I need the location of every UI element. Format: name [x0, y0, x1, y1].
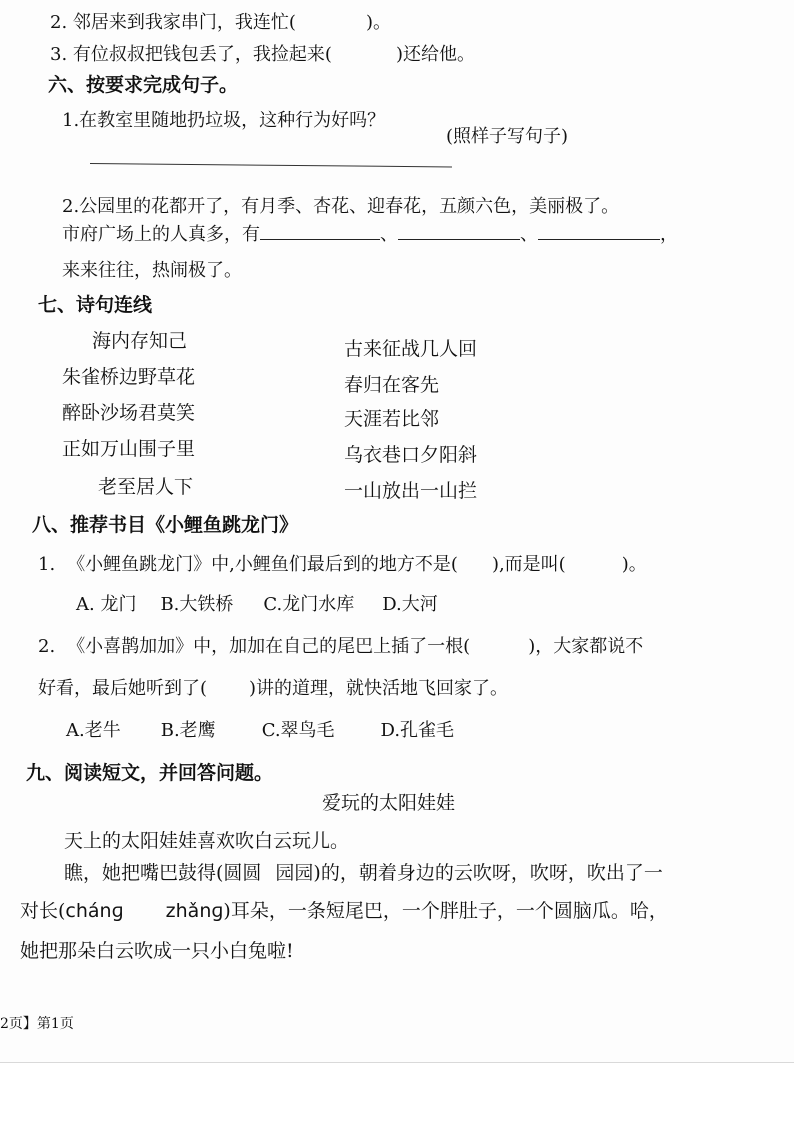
answer-line-6-1[interactable] — [90, 163, 452, 167]
option-a[interactable]: A.老牛 — [66, 720, 121, 741]
question-6-1: 1.在教室里随地扔垃圾，这种行为好吗？ — [62, 110, 386, 131]
question-8-2: 2. 《小喜鹊加加》中，加加在自己的尾巴上插了一根( )，大家都说不 — [38, 636, 644, 657]
passage-title: 爱玩的太阳娃娃 — [322, 792, 456, 814]
section-8-heading: 八、推荐书目《小鲤鱼跳龙门》 — [32, 514, 299, 536]
question-6-2-prompt: 市府广场上的人真多，有 、 、 ， — [62, 224, 678, 245]
poem-right-5[interactable]: 一山放出一山拦 — [344, 480, 478, 502]
page-footer: 2页】第1页 — [0, 1016, 74, 1032]
question-6-2-end: 来来往往，热闹极了。 — [62, 260, 242, 281]
pinyin-option-2[interactable]: zhǎnɡ — [165, 900, 224, 922]
blank-2[interactable] — [398, 235, 520, 240]
passage-p2: 瞧，她把嘴巴鼓得(圆圆 园园)的，朝着身边的云吹呀，吹呀，吹出了一 — [64, 862, 663, 884]
poem-left-3[interactable]: 醉卧沙场君莫笑 — [62, 402, 196, 424]
blank-3[interactable] — [538, 235, 660, 240]
poem-right-1[interactable]: 古来征战几人回 — [344, 338, 478, 360]
poem-left-2[interactable]: 朱雀桥边野草花 — [62, 366, 196, 388]
passage-p4: 她把那朵白云吹成一只小白兔啦! — [20, 940, 294, 962]
option-d[interactable]: D.大河 — [382, 594, 438, 615]
pinyin-option-1[interactable]: chánɡ — [65, 900, 124, 922]
option-a[interactable]: A. 龙门 — [76, 594, 137, 615]
passage-p1: 天上的太阳娃娃喜欢吹白云玩儿。 — [64, 830, 350, 852]
poem-right-4[interactable]: 乌衣巷口夕阳斜 — [344, 444, 478, 466]
section-9-heading: 九、阅读短文，并回答问题。 — [26, 762, 274, 784]
question-8-2-line2: 好看，最后她听到了( )讲的道理，就快活地飞回家了。 — [38, 678, 509, 699]
section-7-heading: 七、诗句连线 — [38, 294, 153, 316]
question-5-2: 2. 邻居来到我家串门，我连忙( )。 — [50, 12, 391, 33]
question-5-3: 3. 有位叔叔把钱包丢了，我捡起来( )还给他。 — [50, 44, 475, 65]
option-b[interactable]: B.大铁桥 — [160, 594, 234, 615]
poem-right-2[interactable]: 春归在客先 — [344, 374, 440, 396]
question-6-1-hint: (照样子写句子) — [446, 126, 569, 147]
option-c[interactable]: C.翠鸟毛 — [261, 720, 335, 741]
poem-right-3[interactable]: 天涯若比邻 — [344, 408, 440, 430]
option-d[interactable]: D.孔雀毛 — [380, 720, 455, 741]
option-c[interactable]: C.龙门水库 — [263, 594, 355, 615]
question-6-2-example: 2.公园里的花都开了，有月季、杏花、迎春花，五颜六色，美丽极了。 — [62, 196, 620, 217]
blank-1[interactable] — [260, 235, 380, 240]
poem-left-1[interactable]: 海内存知己 — [92, 330, 188, 352]
poem-left-5[interactable]: 老至居人下 — [98, 476, 194, 498]
question-8-1: 1. 《小鲤鱼跳龙门》中,小鲤鱼们最后到的地方不是( ),而是叫( )。 — [38, 554, 647, 575]
section-6-heading: 六、按要求完成句子。 — [48, 74, 239, 96]
option-b[interactable]: B.老鹰 — [160, 720, 216, 741]
question-8-1-options — [76, 596, 438, 614]
passage-p3: 对长(chánɡ zhǎnɡ)耳朵，一条短尾巴，一个胖肚子，一个圆脑瓜。哈， — [20, 900, 668, 922]
question-8-2-options — [66, 722, 454, 740]
poem-left-4[interactable]: 正如万山围子里 — [62, 438, 196, 460]
